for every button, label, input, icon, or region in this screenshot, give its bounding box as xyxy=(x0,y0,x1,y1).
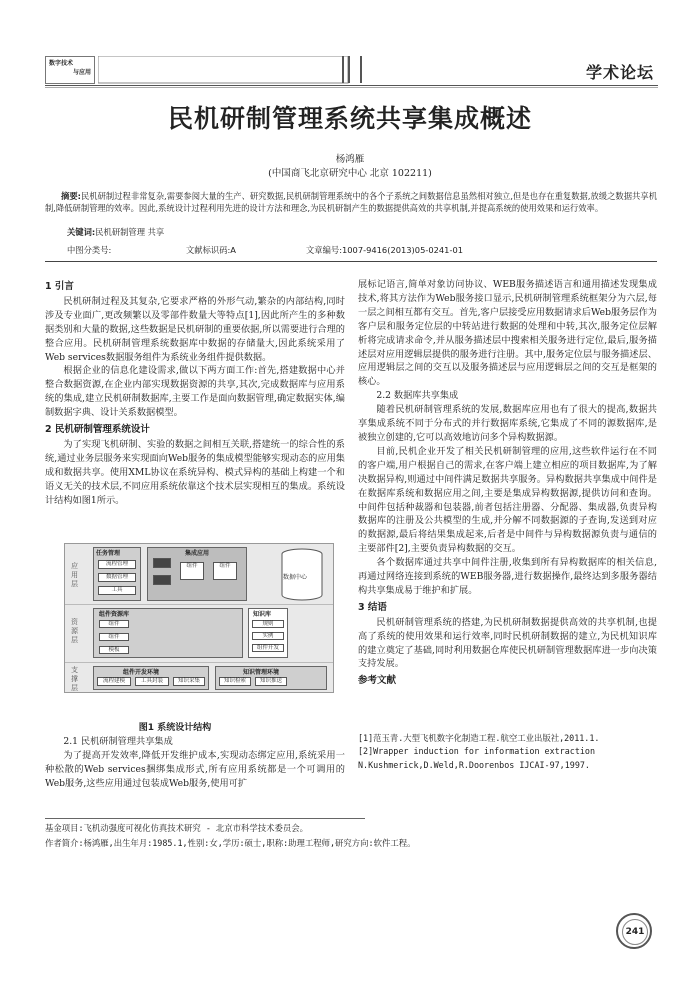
heading-introduction: 1 引言 xyxy=(45,281,74,292)
paragraph: 为了实现飞机研制、实验的数据之间相互关联,搭建统一的综合性的系统,通过业务层服务来实现面向Web服务的集成模型能够实现动态的应用集成和数据共享。使用XML协议在系统异构、模式异构的基础上构建一个和语义无关的技术层,不同应用系统依靠这个技术层实现相互的集成。系统设计结构如图1所示。 xyxy=(45,438,345,506)
keywords xyxy=(67,226,164,238)
abstract-label: 摘要: xyxy=(61,191,81,201)
fig-box xyxy=(153,575,171,585)
fig-box: 模板 xyxy=(99,646,129,654)
layer-label-resource: 资源层 xyxy=(71,618,78,644)
fig-box: 组件 xyxy=(213,562,237,580)
figure-caption: 图1 系统设计结构 xyxy=(138,723,212,733)
layer-label-app: 应用层 xyxy=(71,562,78,588)
left-column-bottom xyxy=(45,735,345,791)
fig-box: 知识检索 xyxy=(219,677,251,686)
document-code: 文献标识码:A xyxy=(186,245,236,255)
abstract-text: 民机研制过程非常复杂,需要参阅大量的生产、研究数据,民机研制管理系统中的各个子系统之间数据信息虽然相对独立,但是也存在重复数据,放缓之数据共享机制,降低研制管理的效率。因此,系统设计过程利用先进的设计方法和理念,为民机研制产生的数据提供高效的共享机制,并提高系统的使用效果和运行效率。 xyxy=(45,191,657,213)
subheading-2-1: 2.1 民机研制管理共享集成 xyxy=(63,736,173,747)
fig-box: 流程建模 xyxy=(97,677,131,686)
article-number: 文章编号:1007-9416(2013)05-0241-01 xyxy=(306,245,464,255)
journal-logo xyxy=(45,56,95,84)
header-rule xyxy=(45,85,658,86)
fig-box: 数据管理 xyxy=(98,573,136,582)
left-column xyxy=(45,278,345,508)
paragraph: 展标记语言,简单对象访问协议、WEB服务描述语言和通用描述发现集成技术,将其方法作为Web服务接口显示,民机研制管理系统框架分为六层,每一层之间相互都有交互。首先,客户层接受应用数据请求后Web服务层作为客户层和服务定位层的中转站进行数据的处理和中转,其次,服务定位层解析将完成请求命令,并从服务描述层中搜索相关服务进行定位,最后,服务描述层对应用逻辑层提供的服务进行注册。其中,服务定位层与服务描述层、应用逻辑层之间的交互以及服务描述层与应用逻辑层之间的交互是框架的核心。 xyxy=(358,279,657,388)
reference-item: [2]Wrapper induction for information extraction N.Kushmerick,D.Weld,R.Doorenbos IJCAI-97,1997. xyxy=(358,746,595,770)
paragraph: 民机研制管理系统的搭建,为民机研制数据提供高效的共享机制,也提高了系统的使用效果和运行效率,同时民机研制数据的建立,为民机知识库的建立奠定了基础,同时利用数据仓库使民机研制管理数据库进一步向决策支持发展。 xyxy=(358,616,657,670)
page-number-badge xyxy=(616,913,652,949)
fig-box: 工具封装 xyxy=(135,677,169,686)
paragraph: 随着民机研制管理系统的发展,数据库应用也有了很大的提高,数据共享集成系统不同于分布式的并行数据库系统,它集成了不同的源数据库,是被独立创建的,它可以高效地访问多个异构数据源。 xyxy=(358,404,657,443)
fig-box: 流程管理 xyxy=(98,560,136,569)
references-title: 参考文献 xyxy=(358,675,397,687)
reference-item: [1]范玉青.大型飞机数字化制造工程.航空工业出版社,2011.1. xyxy=(358,733,600,743)
author: 杨鸿雁 xyxy=(335,154,365,165)
affiliation: (中国商飞北京研究中心 北京 102211) xyxy=(268,168,432,179)
fig-box: 组件 xyxy=(99,633,129,641)
author-bio-footnote: 作者简介:杨鸿雁,出生年月:1985.1,性别:女,学历:硕士,职称:助理工程师,研究方向:软件工程。 xyxy=(45,838,416,848)
logo-line-2: 与应用 xyxy=(72,69,91,76)
paragraph: 根据企业的信息化建设需求,做以下两方面工作:首先,搭建数据中心并整合数据资源,在企业内部实现数据资源的共享,其次,完成数据库与应用系统的集成,建立民机研制数据库,主要工作是面向数据管理,确定数据实体,编制数据字典、设计关系数据模型。 xyxy=(45,365,345,419)
fig-box xyxy=(153,558,171,568)
layer-label-support: 支撑层 xyxy=(71,666,78,692)
page-number: 241 xyxy=(622,919,648,945)
system-architecture-figure xyxy=(64,543,334,693)
keywords-text: 民机研制管理 共享 xyxy=(95,227,165,237)
data-center-label: 数据中心 xyxy=(283,574,308,581)
footnote-rule xyxy=(45,818,365,819)
clc-number: 中图分类号: xyxy=(67,245,112,255)
knowledge-title: 知识库 xyxy=(253,611,272,618)
header-rule-thin xyxy=(45,87,658,88)
fig-box: 知识推送 xyxy=(255,677,287,686)
right-column xyxy=(358,278,657,689)
component-lib-title: 组件资源库 xyxy=(99,611,130,618)
fig-box: 组件开发 xyxy=(252,644,284,652)
paragraph: 各个数据库通过共享中间件注册,收集到所有异构数据库的相关信息,再通过网络连接到系统的WEB服务器,进行数据操作,最终达到多服务器结构共享集成易于维护和扩展。 xyxy=(358,557,657,596)
fund-footnote: 基金项目:飞机动强度可视化仿真技术研究 - 北京市科学技术委员会。 xyxy=(45,823,309,833)
header-bars xyxy=(98,56,368,84)
abstract xyxy=(45,191,657,214)
fig-box: 知识采集 xyxy=(173,677,205,686)
know-env-title: 知识管理环境 xyxy=(243,669,280,676)
abstract-divider xyxy=(45,261,657,262)
task-mgmt-title: 任务管理 xyxy=(96,550,121,557)
references-list xyxy=(358,732,658,772)
article-title: 民机研制管理系统共享集成概述 xyxy=(167,104,532,133)
fig-box: 规则 xyxy=(252,620,284,628)
fig-box: 实例 xyxy=(252,632,284,640)
heading-system-design: 2 民机研制管理系统设计 xyxy=(45,424,150,436)
fig-box: 工具 xyxy=(98,586,136,595)
heading-conclusion: 3 结语 xyxy=(358,601,387,613)
section-title: 学术论坛 xyxy=(585,63,654,82)
fig-box: 组件 xyxy=(180,562,204,580)
comp-env-title: 组件开发环境 xyxy=(123,669,160,676)
paragraph: 为了提高开发效率,降低开发维护成本,实现动态绑定应用,系统采用一种松散的Web services捆绑集成形式,所有应用系统都是一个可调用的Web服务,这些应用通过包装成Web服务,使用可扩 xyxy=(45,749,345,789)
paragraph: 目前,民机企业开发了相关民机研制管理的应用,这些软件运行在不同的客户端,用户根据自己的需求,在客户端上建立相应的项目数据库,为了解决数据异构,则通过中间件满足数据共享服务。异构数据共享集成中间件是在数据库系统和数据应用之间,主要是集成异构数据源,提供访问和查询。中间件包括种裁器和包装器,前者包括注册器、分配器、集成器,负责异构数据库的注册及公共模型的生成,并分解不同数据源的子查询,发送到对应的数据源,最后将结果集成起来,后者是中间件与异构数据源负责与通信的主要部件[2],主要负责异构数据的交互。 xyxy=(358,445,657,555)
logo-line-1: 数字技术 xyxy=(49,60,74,67)
fig-box: 组件 xyxy=(99,620,129,628)
integration-title: 集成应用 xyxy=(185,550,210,557)
keywords-label: 关键词: xyxy=(67,227,96,237)
subheading-2-2: 2.2 数据库共享集成 xyxy=(376,390,459,402)
paragraph: 民机研制过程及其复杂,它要求严格的外形气动,繁杂的内部结构,同时涉及专业面广,更改频繁以及零部件数量大等特点[1],因此所产生的多种数据类别和大量的数据,这些数据是民机研制的重要依据,所以需要进行合理的整合应用。民机研制管理系统数据库中数据的存储量大,因此系统采用了Web services数据服务组件为系统业务组件提供数据。 xyxy=(45,295,345,363)
